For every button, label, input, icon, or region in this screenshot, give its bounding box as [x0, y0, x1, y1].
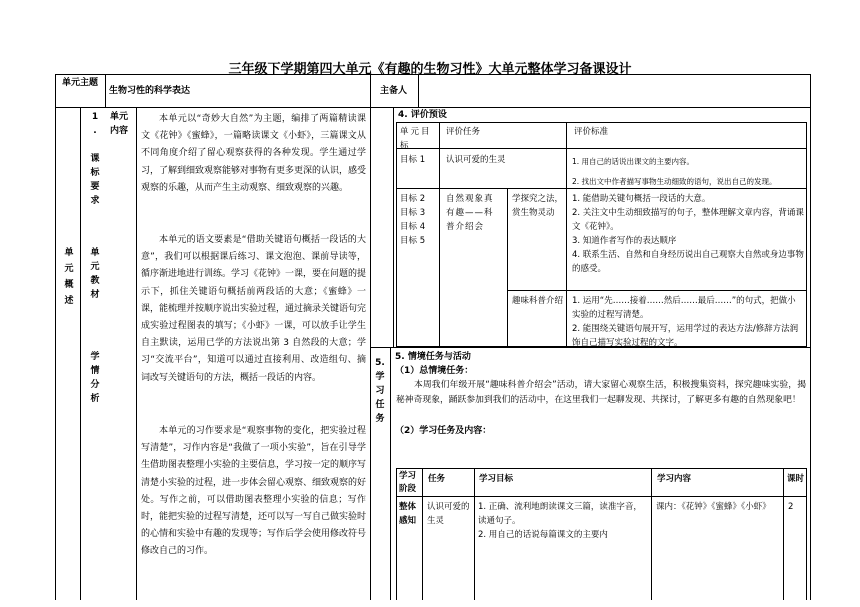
- eval-col-target: 单元目标: [400, 127, 432, 151]
- page-title: 三年级下学期第四大单元《有趣的生物习性》大单元整体学习备课设计: [228, 62, 632, 77]
- tasks-sub1: （1）总情境任务：: [395, 366, 474, 376]
- curriculum-text: 课 标 要 求: [90, 154, 100, 206]
- preparer-label: 主备人: [380, 86, 408, 96]
- eval-row1-task: 认识可爱的生灵: [446, 155, 506, 165]
- tasks-sub1-text: 本周我们年级开展“趣味科普介绍会”活动，请大家留心观察生活，积极搜集资料，探究趣味实验，揭秘神奇现象，踊跃参加到我们的活动中，在这里我们一起聊发现、共探讨，了解更多有趣的自然现象吧！: [396, 380, 806, 405]
- eval-col-task: 评价任务: [446, 127, 481, 137]
- unit-material-label: 单 元 教 材: [90, 248, 100, 300]
- eval-row2-standard2-2: 2. 能围绕关键语句展开写，运用学过的表达方法/修辞方法润饰自己描写实验过程的文字。: [572, 324, 799, 348]
- tasks-heading: 5. 情境任务与活动: [395, 352, 471, 362]
- task-row1-goal-2: 2. 用自己的话说每篇课文的主要内: [478, 530, 608, 540]
- unit-topic-label: 单元主题: [61, 78, 98, 88]
- overview-paragraph-1: 本单元以“奇妙大自然”为主题，编排了两篇精读课文《花钟》《蜜蜂》，一篇略读课文《小虾》，三篇课文从不同角度介绍了留心观察获得的各种发现。学生通过学习，了解到细致观察能够对事物有更多更深的认识，感受观察的乐趣，从而产生主动观察、细致观察的兴趣。: [141, 114, 367, 193]
- eval-row2-subtask1: 学探究之法，赏生物灵动: [512, 194, 564, 218]
- eval-row2-standard1-4: 4. 联系生活、自然和自身经历说出自己观察大自然或身边事物的感受。: [572, 250, 804, 274]
- eval-row2-standard1-2: 2. 关注文中生动细致描写的句子，整体理解文章内容，背诵课文《花钟》。: [572, 208, 804, 232]
- eval-row2-standard1-3: 3. 知道作者写作的表达顺序: [572, 236, 677, 246]
- task-row1-task: 认识可爱的生灵: [427, 502, 470, 526]
- task-row1-content: 课内：《花钟》《蜜蜂》《小虾》: [656, 502, 771, 512]
- task-col-hours: 课时: [787, 474, 805, 484]
- eval-col-standard: 评价标准: [574, 127, 609, 137]
- overview-label: 单元概述: [64, 248, 74, 306]
- eval-row2-subtask2: 趣味科普介绍: [512, 296, 564, 306]
- eval-row1-standard-2: 2. 找出文中作者描写事物生动细致的语句，说出自己的发现。: [572, 177, 777, 186]
- task-row1-goal-1: 1. 正确、流利地朗读课文三篇，读准字音，读通句子。: [478, 502, 642, 526]
- task-col-task: 任务: [428, 474, 446, 484]
- unit-content-label: 单元 内容: [109, 112, 128, 136]
- eval-row2-standard2-1: 1. 运用“先……接着……然后……最后……”的句式，把做小实验的过程写清楚。: [572, 296, 796, 320]
- eval-row1-target: 目标 1: [400, 155, 426, 165]
- learning-tasks-label: 5. 学 习 任 务: [375, 358, 385, 424]
- overview-paragraph-3: 本单元的习作要求是“观察事物的变化，把实验过程写清楚”，习作内容是“我做了一项小实验”，旨在引导学生借助图表整理小实验的主要信息，学习按一定的顺序写清楚小实验的过程，进一步体会留心观察、细致观察的好处。写作之前，可以借助图表整理小实验的信息；写作时，能把实验的过程写清楚，还可以写一写自己做实验时的心情和实验中有趣的发现等；写作后学会使用修改符号修改自己的习作。: [141, 426, 367, 557]
- eval-row2-standard1-1: 1. 能借助关键句概括一段话的大意。: [572, 194, 711, 204]
- curriculum-requirements-label: 1 . 课 标 要 求: [90, 112, 100, 206]
- task-row1-hours: 2: [788, 502, 794, 512]
- task-col-content: 学习内容: [657, 474, 692, 484]
- eval-row2-target: 目标 2 目标 3 目标 4 目标 5: [400, 194, 426, 246]
- learning-analysis-label: 学 情 分 析: [90, 352, 100, 404]
- eval-row2-task: 自然观象真有趣——科普介绍会: [446, 194, 494, 232]
- eval-row1-standard-1: 1. 用自己的话说出课文的主要内容。: [572, 157, 695, 166]
- task-col-stage: 学习阶段: [399, 471, 417, 494]
- unit-topic-value: 生物习性的科学表达: [109, 86, 191, 96]
- task-col-goals: 学习目标: [479, 474, 514, 484]
- overview-paragraph-2: 本单元的语文要素是“借助关键语句概括一段话的大意”，我们可以根据课后练习、课文泡泡、课前导读等，循序渐进地进行训练。学习《花钟》一课，要在问题的提示下，抓住关键语句概括前两段话的大意；《蜜蜂》一课，能梳理并按顺序说出实验过程，通过摘录关键语句完成实验过程图表的填写；《小虾》一课，可以放手让学生自主默读，运用已学的方法说出第 3 自然段的大意；学习“交流平台”，知道可以通过直接利用、改造组句、摘词改写关键语句的方法，概括一段话的内容。: [141, 235, 367, 383]
- evaluation-heading: 4. 评价预设: [398, 110, 447, 120]
- tasks-sub2: （2）学习任务及内容：: [395, 426, 492, 436]
- task-row1-stage: 整体感知: [399, 502, 417, 526]
